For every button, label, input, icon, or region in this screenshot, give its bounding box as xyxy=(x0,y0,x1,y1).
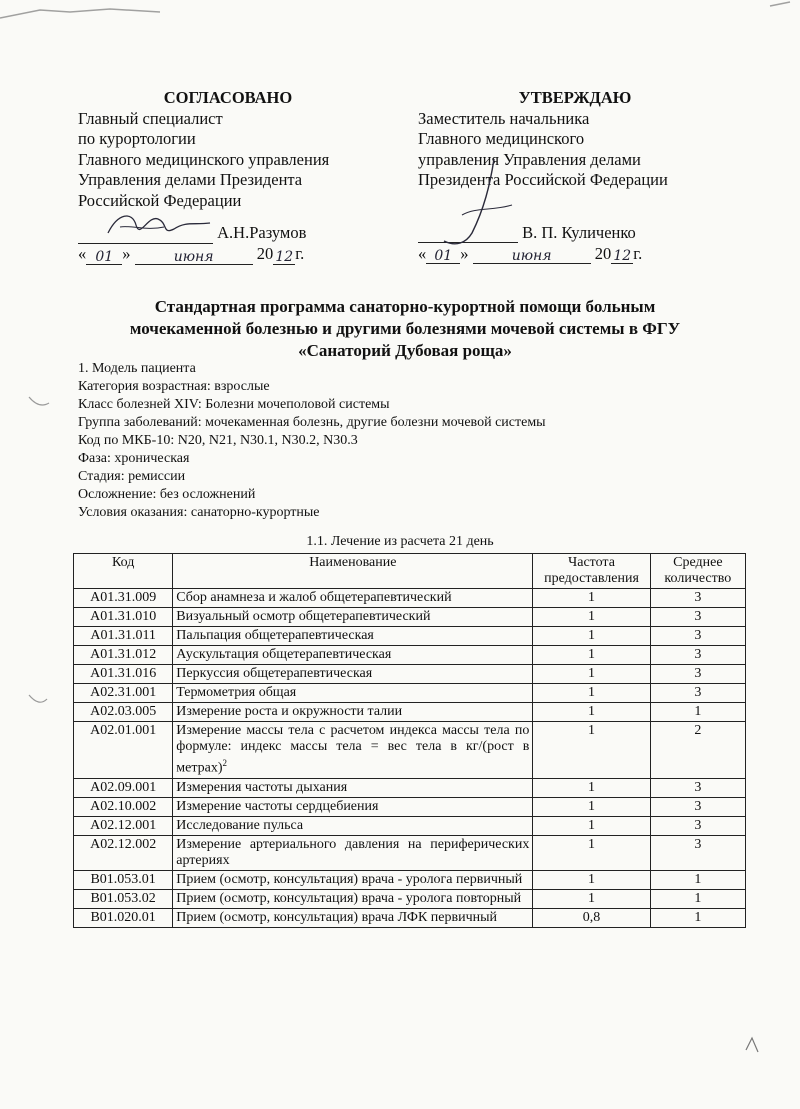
approval-heading: УТВЕРЖДАЮ xyxy=(518,88,632,107)
cell-average: 3 xyxy=(650,797,745,816)
date-year: 12 xyxy=(611,246,633,264)
table-row xyxy=(74,665,746,684)
signature-scribble xyxy=(98,209,218,245)
header-name: Наименование xyxy=(173,554,533,589)
services-table xyxy=(73,553,746,928)
model-line: Группа заболеваний: мочекаменная болезнь, другие болезни мочевой системы xyxy=(78,415,546,430)
cell-average: 1 xyxy=(650,870,745,889)
cell-average: 2 xyxy=(650,722,745,779)
section-heading: 1. Модель пациента xyxy=(78,361,196,376)
cell-code: В01.053.01 xyxy=(74,870,173,889)
date-month: июня xyxy=(473,246,591,264)
model-line: Стадия: ремиссии xyxy=(78,469,186,484)
signature-line xyxy=(78,223,398,244)
cell-frequency: 1 xyxy=(533,665,650,684)
cell-name: Сбор анамнеза и жалоб общетерапевтический xyxy=(173,589,533,608)
cell-name: Термометрия общая xyxy=(173,684,533,703)
approval-line: Президента Российской Федерации xyxy=(418,170,668,189)
cell-frequency: 1 xyxy=(533,608,650,627)
scan-artifact-top xyxy=(0,0,800,60)
table-row xyxy=(74,908,746,927)
cell-code: А02.12.002 xyxy=(74,835,173,870)
signatory-name: В. П. Куличенко xyxy=(522,222,636,242)
table-row xyxy=(74,778,746,797)
table-header-row xyxy=(74,554,746,589)
cell-frequency: 1 xyxy=(533,797,650,816)
cell-average: 1 xyxy=(650,908,745,927)
table-row xyxy=(74,646,746,665)
signatory-name: А.Н.Разумов xyxy=(217,223,307,242)
approval-line: управления Управления делами xyxy=(418,149,641,169)
cell-frequency: 1 xyxy=(533,589,650,608)
approval-line: Главного медицинского xyxy=(418,129,585,148)
table-row xyxy=(74,608,746,627)
cell-average: 3 xyxy=(650,608,745,627)
date-day: 01 xyxy=(426,246,460,264)
table-row xyxy=(74,797,746,816)
header-code: Код xyxy=(74,554,173,589)
cell-name: Прием (осмотр, консультация) врача - уролога повторный xyxy=(173,889,533,908)
date-month: июня xyxy=(135,247,253,265)
cell-code: А01.31.010 xyxy=(74,608,173,627)
table-row xyxy=(74,816,746,835)
date-day: 01 xyxy=(86,247,122,265)
model-line: Фаза: хроническая xyxy=(78,451,190,466)
superscript: 2 xyxy=(222,758,228,768)
cell-frequency: 1 xyxy=(533,870,650,889)
cell-code: А01.31.011 xyxy=(74,627,173,646)
cell-frequency: 1 xyxy=(533,684,650,703)
cell-average: 3 xyxy=(650,665,745,684)
signature-line xyxy=(418,223,748,244)
cell-average: 3 xyxy=(650,835,745,870)
model-line: Класс болезней XIV: Болезни мочеполовой системы xyxy=(78,397,390,412)
approval-date: « 01 » июня 20 12 г. xyxy=(418,243,643,264)
scan-artifact-corner xyxy=(740,1030,780,1060)
cell-code: В01.053.02 xyxy=(74,889,173,908)
approval-line: Главный специалист xyxy=(78,108,223,128)
cell-average: 1 xyxy=(650,889,745,908)
cell-average: 3 xyxy=(650,778,745,797)
approval-block-approved xyxy=(418,88,748,266)
cell-name: Визуальный осмотр общетерапевтический xyxy=(173,608,533,627)
model-line: Категория возрастная: взрослые xyxy=(78,379,270,394)
approval-line: Главного медицинского управления xyxy=(78,149,330,169)
cell-average: 3 xyxy=(650,646,745,665)
cell-average: 3 xyxy=(650,684,745,703)
table-row xyxy=(74,889,746,908)
cell-code: А01.31.016 xyxy=(74,665,173,684)
approval-date: « 01 » июня 20 12 г. xyxy=(78,244,305,265)
table-row xyxy=(74,835,746,870)
cell-frequency: 1 xyxy=(533,722,650,779)
cell-name: Измерения частоты дыхания xyxy=(173,778,533,797)
model-line: Условия оказания: санаторно-курортные xyxy=(78,505,320,520)
cell-frequency: 1 xyxy=(533,835,650,870)
header-average: Среднее количество xyxy=(650,554,745,589)
approval-line: по курортологии xyxy=(78,129,196,148)
cell-code: А02.10.002 xyxy=(74,797,173,816)
document-title: Стандартная программа санаторно-курортной помощи больным мочекаменной болезнью и другими болезнями мочевой системы в ФГУ «Санаторий Дубовая роща» xyxy=(129,297,681,360)
cell-frequency: 1 xyxy=(533,703,650,722)
cell-code: А02.01.001 xyxy=(74,722,173,779)
table-row xyxy=(74,684,746,703)
cell-name: Аускультация общетерапевтическая xyxy=(173,646,533,665)
cell-name: Измерение роста и окружности талии xyxy=(173,703,533,722)
cell-code: А01.31.009 xyxy=(74,589,173,608)
date-year: 12 xyxy=(273,247,295,265)
cell-code: А02.31.001 xyxy=(74,684,173,703)
approval-block-agreed xyxy=(78,88,398,266)
cell-code: В01.020.01 xyxy=(74,908,173,927)
cell-frequency: 0,8 xyxy=(533,908,650,927)
header-frequency: Частота предоставления xyxy=(533,554,650,589)
cell-average: 3 xyxy=(650,816,745,835)
cell-frequency: 1 xyxy=(533,816,650,835)
approval-line: Российской Федерации xyxy=(78,190,242,210)
cell-name: Исследование пульса xyxy=(173,816,533,835)
cell-average: 1 xyxy=(650,703,745,722)
signature-scribble xyxy=(432,155,522,251)
table-row xyxy=(74,870,746,889)
cell-name: Измерение массы тела с расчетом индекса массы тела по формуле: индекс массы тела = вес тела в кг/(рост в метрах)$^2$ xyxy=(173,722,533,779)
cell-average: 3 xyxy=(650,589,745,608)
table-row xyxy=(74,703,746,722)
cell-average: 3 xyxy=(650,627,745,646)
model-line: Осложнение: без осложнений xyxy=(78,487,256,502)
cell-frequency: 1 xyxy=(533,627,650,646)
cell-name: Прием (осмотр, консультация) врача - уролога первичный xyxy=(173,870,533,889)
approval-line: Управления делами Президента xyxy=(78,170,303,189)
cell-name: Измерение артериального давления на периферических артериях xyxy=(173,835,533,870)
cell-name: Перкуссия общетерапевтическая xyxy=(173,665,533,684)
table-row xyxy=(74,627,746,646)
table-body xyxy=(74,589,746,928)
cell-frequency: 1 xyxy=(533,646,650,665)
patient-model xyxy=(78,360,546,522)
scan-artifact-left xyxy=(25,395,65,715)
cell-name: Прием (осмотр, консультация) врача ЛФК первичный xyxy=(173,908,533,927)
approval-heading: СОГЛАСОВАНО xyxy=(163,88,293,107)
cell-frequency: 1 xyxy=(533,889,650,908)
table-row xyxy=(74,589,746,608)
cell-frequency: 1 xyxy=(533,778,650,797)
model-line: Код по МКБ-10: N20, N21, N30.1, N30.2, N30.3 xyxy=(78,433,358,448)
table-caption: 1.1. Лечение из расчета 21 день xyxy=(306,534,494,549)
cell-code: А02.12.001 xyxy=(74,816,173,835)
cell-name: Пальпация общетерапевтическая xyxy=(173,627,533,646)
cell-name: Измерение частоты сердцебиения xyxy=(173,797,533,816)
approval-line: Заместитель начальника xyxy=(418,108,590,128)
table-row xyxy=(74,722,746,779)
cell-code: А01.31.012 xyxy=(74,646,173,665)
cell-code: А02.03.005 xyxy=(74,703,173,722)
cell-code: А02.09.001 xyxy=(74,778,173,797)
